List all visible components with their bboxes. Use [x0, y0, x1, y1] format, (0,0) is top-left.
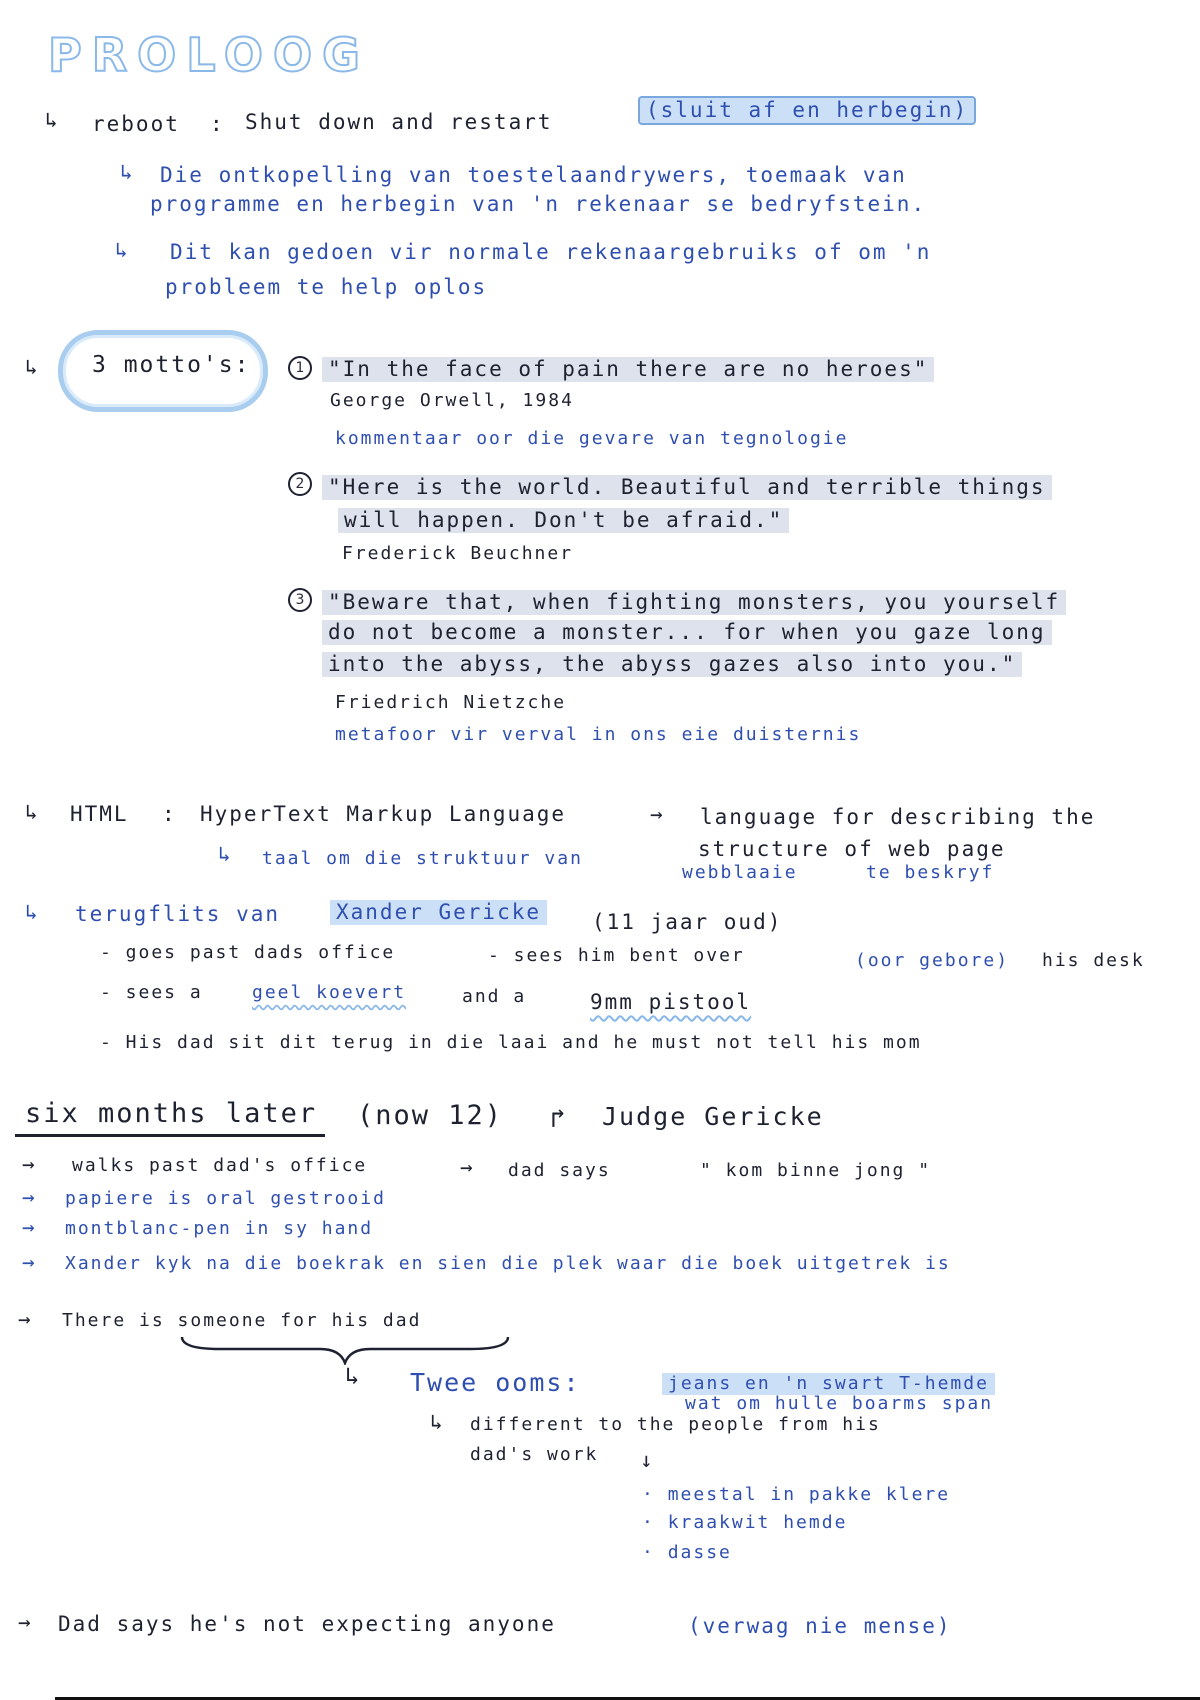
brace-shape: [180, 1335, 510, 1365]
reboot-definition: Shut down and restart: [245, 110, 553, 134]
later-l2: papiere is oral gestrooid: [65, 1188, 386, 1209]
later-l1: walks past dad's office: [72, 1155, 368, 1176]
reboot-colon: :: [210, 112, 225, 136]
motto-number-1: 1: [288, 356, 312, 380]
flashback-b2d: 9mm pistool: [590, 990, 752, 1014]
motto-3-author: Friedrich Nietzche: [335, 692, 567, 713]
mottos-label: 3 motto's:: [92, 352, 251, 378]
twee-highlight: jeans en 'n swart T-hemde: [662, 1373, 995, 1395]
arrow-icon: ↳: [345, 1362, 362, 1390]
diff-line1: different to the people from his: [470, 1414, 881, 1435]
flashback-b2a: - sees a: [100, 982, 203, 1003]
later-l1c: " kom binne jong ": [700, 1160, 932, 1181]
html-term: HTML: [70, 802, 129, 826]
list-item: · dasse: [642, 1542, 732, 1563]
later-l5: There is someone for his dad: [62, 1310, 422, 1331]
flashback-b2c: and a: [462, 986, 527, 1007]
flashback-name: Xander Gericke: [330, 900, 547, 925]
reboot-note-1a: Die ontkopelling van toestelaandrywers, toemaak van: [160, 163, 907, 187]
twee-over: wat om hulle boarms span: [685, 1393, 994, 1414]
flashback-b1b: - sees him bent over: [488, 945, 745, 966]
flashback-b2b: geel koevert: [252, 982, 407, 1003]
motto-3-comment: metafoor vir verval in ons eie duisternis: [335, 724, 862, 745]
reboot-translation: (sluit af en herbegin): [638, 96, 976, 125]
arrow-icon: →: [18, 1307, 33, 1331]
motto-2-quote-line2: will happen. Don't be afraid.": [338, 508, 789, 533]
reboot-note-1b: programme en herbegin van 'n rekenaar se bedryfstein.: [150, 192, 927, 216]
arrow-icon: ↳: [430, 1410, 445, 1434]
arrow-icon: ↳: [218, 842, 233, 866]
flashback-intro: terugflits van: [75, 902, 281, 926]
list-item: · kraakwit hemde: [642, 1512, 848, 1533]
motto-2-quote-line1: "Here is the world. Beautiful and terrible things: [322, 475, 1052, 500]
flashback-age: (11 jaar oud): [592, 910, 783, 934]
later-l4: Xander kyk na die boekrak en sien die plek waar die boek uitgetrek is: [65, 1253, 951, 1274]
later-judge: Judge Gericke: [602, 1102, 824, 1131]
arrow-down-icon: ↓: [640, 1448, 655, 1472]
arrow-icon: →: [22, 1185, 37, 1209]
later-l3: montblanc-pen in sy hand: [65, 1218, 374, 1239]
motto-3-quote-line1: "Beware that, when fighting monsters, you yourself: [322, 590, 1066, 615]
final-line: Dad says he's not expecting anyone: [58, 1612, 556, 1636]
arrow-icon: →: [22, 1250, 37, 1274]
arrow-icon: →: [22, 1215, 37, 1239]
later-heading: six months later: [25, 1098, 318, 1129]
motto-1-quote: "In the face of pain there are no heroes": [322, 357, 934, 382]
arrow-icon: ↳: [25, 800, 40, 824]
arrow-icon: ↳: [115, 238, 130, 262]
flashback-b3: - His dad sit dit terug in die laai and he must not tell his mom: [100, 1032, 922, 1053]
arrow-icon: ↳: [120, 160, 135, 184]
flashback-b1d: his desk: [1042, 950, 1145, 971]
html-note-line1: language for describing the: [700, 805, 1096, 829]
motto-2-author: Frederick Beuchner: [342, 543, 574, 564]
html-subnote-cont2: te beskryf: [866, 862, 995, 883]
arrow-icon: →: [460, 1155, 475, 1179]
arrow-icon: ↳: [25, 355, 40, 379]
html-expansion: HyperText Markup Language: [200, 802, 567, 826]
arrow-icon: →: [22, 1152, 37, 1176]
html-note-line2: structure of web page: [698, 837, 1006, 861]
final-translation: (verwag nie mense): [688, 1614, 952, 1638]
reboot-note-2b: probleem te help oplos: [165, 275, 488, 299]
flashback-b1c: (oor gebore): [855, 950, 1010, 971]
heading-underline: [15, 1134, 325, 1137]
html-subnote-cont1: webblaaie: [682, 862, 798, 883]
list-item: · meestal in pakke klere: [642, 1484, 951, 1505]
reboot-note-2a: Dit kan gedoen vir normale rekenaargebruiks of om 'n: [170, 240, 932, 264]
diff-line2: dad's work: [470, 1444, 599, 1465]
arrow-icon: ↳: [25, 900, 40, 924]
html-colon: :: [162, 802, 177, 826]
motto-1-comment: kommentaar oor die gevare van tegnologie: [335, 428, 849, 449]
page-title: PROLOOG: [48, 28, 370, 82]
motto-3-quote-line3: into the abyss, the abyss gazes also into you.": [322, 652, 1022, 677]
flashback-b1: - goes past dads office: [100, 942, 396, 963]
arrow-icon: →: [650, 802, 665, 826]
later-l1b: dad says: [508, 1160, 611, 1181]
motto-number-2: 2: [288, 472, 312, 496]
motto-3-quote-line2: do not become a monster... for when you gaze long: [322, 620, 1052, 645]
html-subnote: taal om die struktuur van: [262, 848, 583, 869]
motto-number-3: 3: [288, 588, 312, 612]
twee-label: Twee ooms:: [410, 1368, 581, 1397]
arrow-icon: →: [18, 1610, 33, 1634]
motto-1-author: George Orwell, 1984: [330, 390, 574, 411]
arrow-icon: ↱: [550, 1104, 568, 1134]
later-now: (now 12): [357, 1100, 504, 1131]
arrow-icon: ↳: [45, 108, 60, 132]
reboot-term: reboot: [92, 112, 180, 136]
